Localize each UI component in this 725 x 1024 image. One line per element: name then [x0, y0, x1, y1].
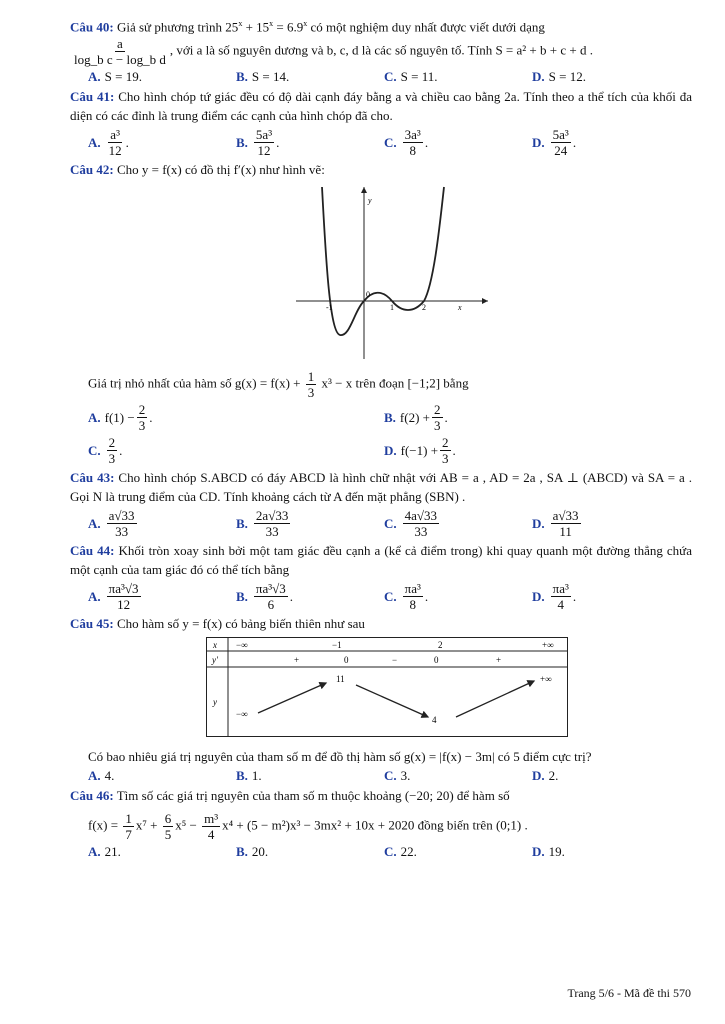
- option-c[interactable]: C. 3.: [384, 768, 411, 784]
- option-a[interactable]: A. $\frac{\text{a³}}{12}$ .: [88, 127, 129, 159]
- question-43: Câu 43: Cho hình chóp S.ABCD có đáy ABCD là hình chữ nhật với AB = a , AD = 2a , SA ⊥ (ABCD) và SA = a . Gọi N là trung điểm của CD. Tính khoảng cách từ A đến mặt phẳng (SBN) .: [70, 470, 692, 505]
- option-d[interactable]: D. $\frac{a√33}{11}$: [532, 508, 579, 540]
- sign: +: [496, 655, 502, 666]
- options-42-row1: [88, 402, 692, 433]
- options-41: [88, 127, 692, 158]
- y-value: +∞: [540, 674, 552, 685]
- option-b[interactable]: B. S = 14.: [236, 69, 290, 85]
- option-b[interactable]: B. $\frac{2a√33}{33}$: [236, 508, 289, 540]
- option-b[interactable]: B. f(2) + $\frac{2}{3}$ .: [384, 402, 448, 434]
- increase-arrow: [456, 681, 534, 717]
- y-value: 11: [336, 674, 345, 685]
- tick-label: 2: [422, 303, 426, 313]
- fraction: $\frac{a}{\text{log\_b c − log\_b d}}$: [74, 36, 166, 68]
- sign: +: [294, 655, 300, 666]
- y-axis-label: y: [368, 196, 372, 206]
- variation-table: [206, 637, 568, 741]
- x-axis-label: x: [458, 303, 462, 313]
- x-axis-arrow: [482, 298, 488, 304]
- row-label-y: y: [213, 697, 217, 708]
- option-a[interactable]: A. 4.: [88, 768, 115, 784]
- sign: 0: [434, 655, 439, 666]
- question-label: Câu 40:: [70, 19, 114, 35]
- derivative-curve: [322, 187, 444, 335]
- question-46: Câu 46: Tìm số các giá trị nguyên của tham số m thuộc khoảng (−20; 20) để hàm số: [70, 788, 510, 804]
- x-value: −∞: [236, 640, 248, 651]
- option-c[interactable]: C. $\frac{\text{πa³}}{8}$ .: [384, 581, 429, 613]
- decrease-arrow: [356, 685, 428, 717]
- option-c[interactable]: C. $\frac{4a√33}{33}$: [384, 508, 438, 540]
- option-b[interactable]: B. $\frac{\text{5a³}}{12}$ .: [236, 127, 280, 159]
- y-value: −∞: [236, 709, 248, 720]
- option-d[interactable]: D. 2.: [532, 768, 559, 784]
- option-b[interactable]: B. 1.: [236, 768, 262, 784]
- option-c[interactable]: C. S = 11.: [384, 69, 438, 85]
- sign: −: [392, 655, 398, 666]
- option-a[interactable]: A. f(1) − $\frac{2}{3}$ .: [88, 402, 153, 434]
- tick-label: -1: [326, 303, 333, 313]
- y-axis-arrow: [361, 187, 367, 193]
- option-d[interactable]: D. f(−1) + $\frac{2}{3}$ .: [384, 435, 456, 467]
- question-42-prompt: Giá trị nhỏ nhất của hàm số g(x) = f(x) + $\frac{1}{3}$ x³ − x trên đoạn [−1;2] bằng: [88, 369, 469, 401]
- tick-label: 1: [390, 303, 394, 313]
- sign: 0: [344, 655, 349, 666]
- option-b[interactable]: B. $\frac{\text{πa³√3}}{6}$ .: [236, 581, 294, 613]
- question-41: Câu 41: Cho hình chóp tứ giác đều có độ dài cạnh đáy bằng a và chiều cao bằng 2a. Tính theo a thể tích của khối đa diện có các đỉnh là trung điểm các cạnh của hình chóp đã cho.: [70, 89, 693, 124]
- option-a[interactable]: A. $\frac{a√33}{33}$: [88, 508, 135, 540]
- row-label-x: x: [213, 640, 217, 651]
- options-42-row2: [88, 435, 692, 466]
- option-d[interactable]: D. $\frac{\text{πa³}}{4}$ .: [532, 581, 577, 613]
- exam-page: [70, 14, 692, 862]
- question-44: Câu 44: Khối tròn xoay sinh bởi một tam giác đều cạnh a (kể cả điểm trong) khi quay quanh một đường thẳng chứa một cạnh của tam giác đó có thể tích bằng: [70, 543, 693, 578]
- row-label-yprime: y′: [212, 655, 218, 666]
- option-a[interactable]: A. S = 19.: [88, 69, 142, 85]
- option-b[interactable]: B. 20.: [236, 844, 269, 860]
- options-43: [88, 508, 692, 539]
- x-value: +∞: [542, 640, 554, 651]
- tick-label: 0: [366, 290, 370, 300]
- option-a[interactable]: A. 21.: [88, 844, 121, 860]
- x-value: −1: [332, 640, 342, 651]
- question-46-formula: f(x) = $\frac{1}{7}$ x⁷ + $\frac{6}{5}$ x⁵ − $\frac{\text{m³}}{4}$ x⁴ + (5 − m²)x³ − 3mx² + 10x + 2020 đồng biến trên (0;1) .: [88, 811, 528, 843]
- option-a[interactable]: A. $\frac{\text{πa³√3}}{12}$: [88, 581, 139, 613]
- option-d[interactable]: D. 19.: [532, 844, 565, 860]
- options-44: [88, 581, 692, 612]
- graph-svg: [292, 183, 492, 363]
- derivative-graph: [292, 183, 492, 363]
- option-c[interactable]: C. $\frac{2}{3}$ .: [88, 435, 123, 467]
- y-value: 4: [432, 715, 437, 726]
- option-c[interactable]: C. $\frac{\text{3a³}}{8}$ .: [384, 127, 429, 159]
- page-footer: Trang 5/6 - Mã đề thi 570: [567, 986, 691, 1000]
- question-text: Giả sử phương trình 25: [116, 19, 239, 35]
- option-c[interactable]: C. 22.: [384, 844, 417, 860]
- option-d[interactable]: D. $\frac{\text{5a³}}{24}$ .: [532, 127, 577, 159]
- question-45-prompt: Có bao nhiêu giá trị nguyên của tham số m để đồ thị hàm số g(x) = |f(x) − 3m| có 5 điểm cực trị?: [88, 749, 592, 765]
- options-40: [88, 69, 692, 85]
- increase-arrow: [258, 683, 326, 713]
- options-45: [88, 768, 692, 784]
- variation-table-svg: [206, 637, 568, 737]
- question-45: Câu 45: Cho hàm số y = f(x) có bảng biến thiên như sau: [70, 616, 365, 632]
- question-42: Câu 42: Cho y = f(x) có đồ thị f′(x) như hình vẽ:: [70, 162, 325, 178]
- options-46: [88, 844, 692, 860]
- question-40: Câu 40: Giả sử phương trình $25^x + 15^x = 6.9^x$ có một nghiệm duy nhất được viết dưới dạng: [70, 19, 545, 35]
- x-value: 2: [438, 640, 443, 651]
- option-d[interactable]: D. S = 12.: [532, 69, 586, 85]
- question-40-cont: $\frac{a}{\text{log\_b c − log\_b d}}$ , với a là số nguyên dương và b, c, d là các số nguyên tố. Tính S = a² + b + c + d .: [74, 36, 593, 68]
